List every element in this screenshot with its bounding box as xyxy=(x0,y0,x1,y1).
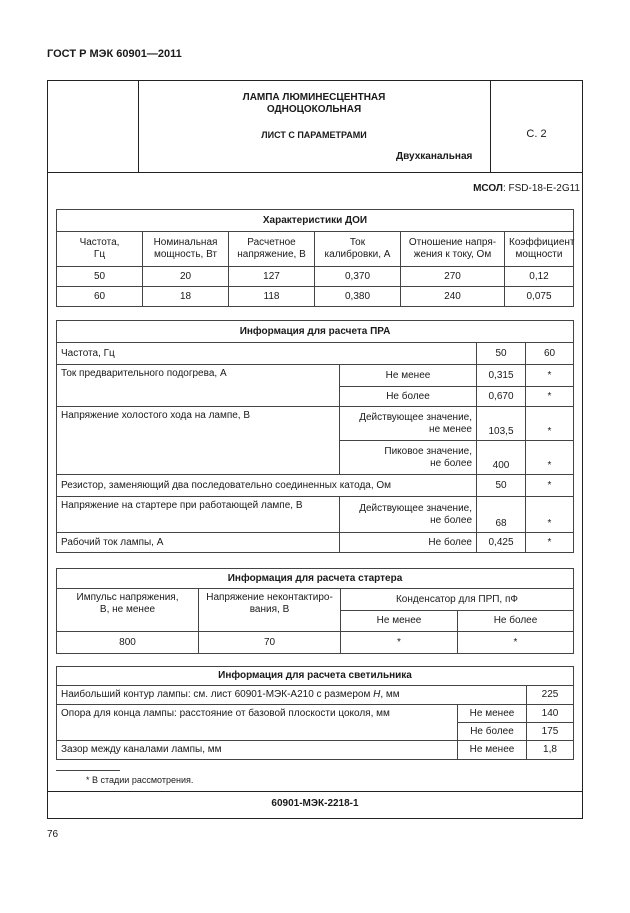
table-row: 60 18 118 0,380 240 0,075 xyxy=(57,287,574,307)
header-right-divider xyxy=(490,80,491,172)
page-number: 76 xyxy=(47,829,59,840)
doi-header-pf: Коэффициент мощности xyxy=(505,232,574,267)
starter-header-impulse: Импульс напряжения, В, не менее xyxy=(57,589,199,632)
table-row: Пиковое значение, не более 400 * xyxy=(57,441,574,475)
starter-table xyxy=(56,568,574,654)
footnote-rule xyxy=(56,770,120,771)
table-row: Рабочий ток лампы, А Не более 0,425 * xyxy=(57,533,574,553)
mcol-label: МСОЛ xyxy=(473,183,503,194)
doi-header-current: Ток калибровки, А xyxy=(315,232,401,267)
table-row: Не более 0,670 * xyxy=(57,387,574,407)
sheet-title xyxy=(138,92,490,116)
title-line2: ОДНОЦОКОЛЬНАЯ xyxy=(266,104,362,115)
mcol-designation xyxy=(473,183,580,194)
title-line1: ЛАМПА ЛЮМИНЕСЦЕНТНАЯ xyxy=(242,92,386,103)
table-row: Частота, Гц 50 60 xyxy=(57,343,574,365)
table-row: Резистор, заменяющий два последовательно соединенных катода, Ом 50 * xyxy=(57,475,574,497)
starter-header-capacitor: Конденсатор для ПРП, пФ xyxy=(341,589,574,611)
sheet-subtitle: ЛИСТ С ПАРАМЕТРАМИ xyxy=(261,130,367,140)
starter-title: Информация для расчета стартера xyxy=(57,569,574,589)
document-id: ГОСТ Р МЭК 60901—2011 xyxy=(47,48,182,60)
table-row: Наибольший контур лампы: см. лист 60901-МЭК-А210 с размером H, мм 225 xyxy=(57,686,574,705)
starter-header-cap-min: Не менее xyxy=(341,611,458,632)
starter-header-noncontact: Напряжение неконтактиро- вания, В xyxy=(199,589,341,632)
table-row: Зазор между каналами лампы, мм Не менее 1,8 xyxy=(57,741,574,760)
page-reference: С. 2 xyxy=(526,128,547,140)
table-row: Напряжение на стартере при работающей лампе, В Действующее значение, не более 68 * xyxy=(57,497,574,533)
footer-line xyxy=(47,791,583,792)
pra-title: Информация для расчета ПРА xyxy=(57,321,574,343)
doi-title: Характеристики ДОИ xyxy=(57,210,574,232)
doi-header-freq: Частота, Гц xyxy=(57,232,143,267)
table-row: Ток предварительного подогрева, А Не менее 0,315 * xyxy=(57,365,574,387)
mcol-value: : FSD-18-E-2G11 xyxy=(502,183,580,194)
footnote: * В стадии рассмотрения. xyxy=(86,775,194,785)
doi-header-voltage: Расчетное напряжение, В xyxy=(229,232,315,267)
lamp-variant: Двухканальная xyxy=(396,151,473,162)
luminaire-title: Информация для расчета светильника xyxy=(57,667,574,686)
doi-header-ratio: Отношение напря- жения к току, Ом xyxy=(401,232,505,267)
table-row: Опора для конца лампы: расстояние от базовой плоскости цоколя, мм Не менее 140 xyxy=(57,705,574,723)
doi-table xyxy=(56,209,574,307)
starter-header-cap-max: Не более xyxy=(458,611,574,632)
pra-table xyxy=(56,320,574,553)
luminaire-table xyxy=(56,666,574,760)
header-bottom-line xyxy=(47,172,583,173)
table-row: 50 20 127 0,370 270 0,12 xyxy=(57,267,574,287)
table-row: Напряжение холостого хода на лампе, В Действующее значение, не менее 103,5 * xyxy=(57,407,574,441)
sheet-code: 60901-МЭК-2218-1 xyxy=(271,798,359,809)
doi-header-power: Номинальная мощность, Вт xyxy=(143,232,229,267)
table-row: 800 70 * * xyxy=(57,632,574,654)
table-row: Не более 175 xyxy=(57,723,574,741)
